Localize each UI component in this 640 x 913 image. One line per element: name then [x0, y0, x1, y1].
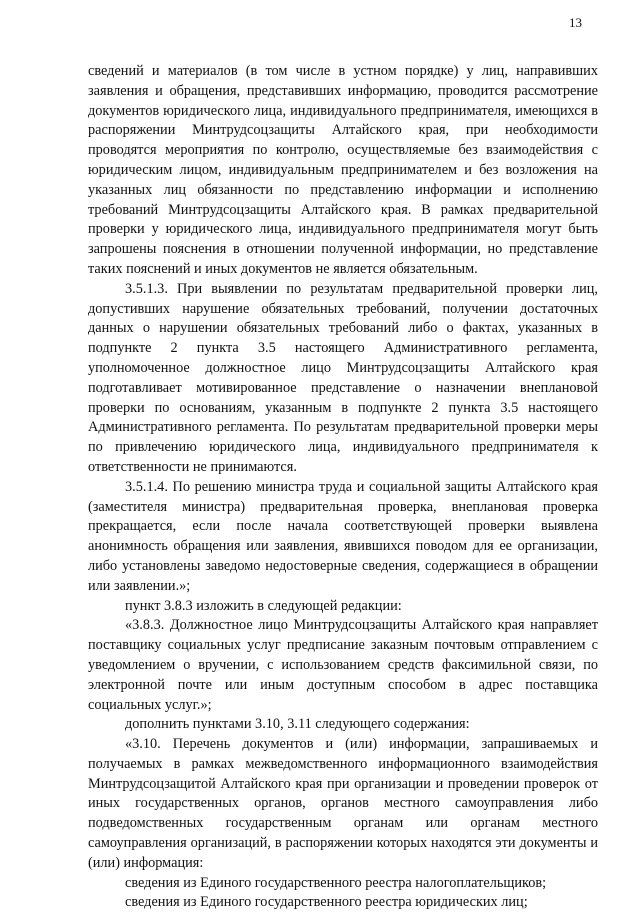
paragraph-3-5-1-4: 3.5.1.4. По решению министра труда и социальной защиты Алтайского края (заместителя министра) предварительная проверка, внеплановая проверка прекращается, если после начала соответствующей проверки выявлена анонимность обращения или заявления, явившихся поводом для ее организации, либо установлены заведомо недостоверные сведения, содержащиеся в обращении или заявлении.»; [88, 478, 598, 594]
paragraph-3-8-3: «3.8.3. Должностное лицо Минтрудсоцзащиты Алтайского края направляет поставщику социальных услуг предписание заказным почтовым отправлением с уведомлением о вручении, с использованием средств факсимильной связи, по электронной почте или иным доступным способом в адрес поставщика социальных услуг.»; [88, 617, 598, 713]
list-item-taxpayers-registry: сведения из Единого государственного реестра налогоплательщиков; [125, 874, 547, 891]
paragraph-continuation: сведений и материалов (в том числе в устном порядке) у лиц, направивших заявления и обращения, представивших информацию, проводится рассмотрение документов юридического лица, индивидуального предпринимателя, имеющихся в распоряжении Минтрудсоцзащиты Алтайского края, при необходимости проводятся мероприятия по контролю, осуществляемые без взаимодействия с юридическим лицом, индивидуальным предпринимателем и без возложения на указанных лиц обязанности по представлению информации и исполнению требований Минтрудсоцзащиты Алтайского края. В рамках предварительной проверки у юридического лица, индивидуального предпринимателя могут быть запрошены пояснения в отношении полученной информации, но представление таких пояснений и иных документов не является обязательным. [88, 63, 598, 277]
document-body [88, 62, 598, 913]
paragraph-3-10: «3.10. Перечень документов и (или) информации, запрашиваемых и получаемых в рамках межведомственного информационного взаимодействия Минтрудсоцзащитой Алтайского края при организации и проведении проверок от иных государственных органов, органов местного самоуправления либо подведомственных государственным органам или органам местного самоуправления организаций, в распоряжении которых находятся эти документы и (или) информация: [88, 736, 598, 871]
paragraph-add-3-10-3-11: дополнить пунктами 3.10, 3.11 следующего содержания: [125, 716, 470, 733]
list-item-legal-entities-registry: сведения из Единого государственного реестра юридических лиц; [125, 894, 528, 911]
paragraph-amend-3-8-3: пункт 3.8.3 изложить в следующей редакции: [125, 597, 402, 614]
page-number: 13 [569, 15, 582, 30]
paragraph-3-5-1-3: 3.5.1.3. При выявлении по результатам предварительной проверки лиц, допустивших нарушение обязательных требований, получении достаточных данных о нарушении обязательных требований либо о фактах, указанных в подпункте 2 пункта 3.5 настоящего Административного регламента, уполномоченное должностное лицо Минтрудсоцзащиты Алтайского края подготавливает мотивированное представление о назначении внеплановой проверки по основаниям, указанным в подпункте 2 пункта 3.5 настоящего Административного регламента. По результатам предварительной проверки меры по привлечению юридического лица, индивидуального предпринимателя к ответственности не принимаются. [88, 280, 598, 475]
